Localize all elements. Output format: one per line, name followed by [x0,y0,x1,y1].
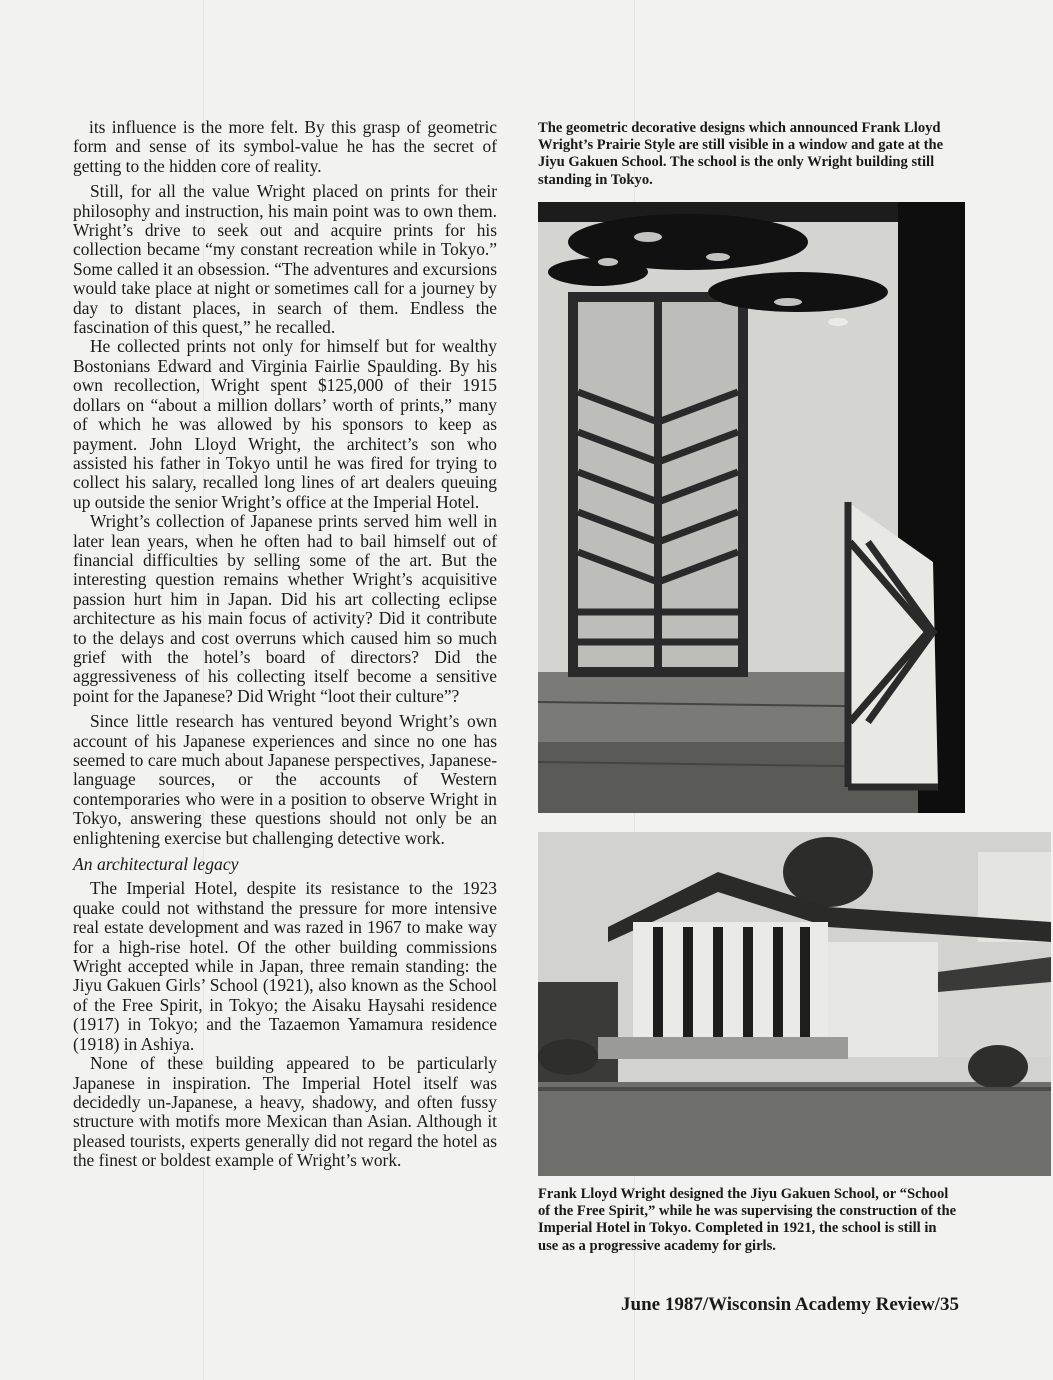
article-paragraph: its influence is the more felt. By this grasp of geometric form and sense of its symbol-value he has the secret of getting to the hidden core of reality. [73,117,497,176]
article-column [73,118,497,1171]
window-gate-photo [538,202,965,813]
article-paragraph: The Imperial Hotel, despite its resistance to the 1923 quake could not withstand the pressure for more intensive real estate development and was razed in 1967 to make way for a high-rise hotel. Of the other building commissions Wright accepted while in Japan, three remain standing: the Jiyu Gakuen Girls’ School (1921), also known as the School of the Free Spirit, in Tokyo; the Aisaku Haysahi residence (1917) in Tokyo; and the Tazaemon Yamamura residence (1918) in Ashiya. [73,878,497,1054]
article-paragraph: None of these building appeared to be particularly Japanese in inspiration. The Imperial Hotel itself was decidedly un-Japanese, a heavy, shadowy, and often fussy structure with motifs more Mexican than Asian. Although it pleased tourists, experts generally did not regard the hotel as the finest or boldest example of Wright’s work. [73,1053,497,1171]
article-paragraph: Still, for all the value Wright placed on prints for their philosophy and instruction, his main point was to own them. Wright’s drive to seek out and acquire prints for his collection became “my constant recreation while in Tokyo.” Some called it an obsession. “The adventures and excursions would take place at night or sometimes call for a journey by day to distant places, in search of them. Endless the fascination of this quest,” he recalled. [73,181,497,338]
article-paragraph: Wright’s collection of Japanese prints served him well in later lean years, when he often had to bail himself out of financial difficulties by selling some of the art. But the interesting question remains whether Wright’s acquisitive passion hurt him in Japan. Did his art collecting eclipse architecture as his main focus of activity? Did it contribute to the delays and cost overruns which caused him so much grief with the hotel’s board of directors? Did the aggressiveness of his collecting itself become a sensitive point for the Japanese? Did Wright “loot their culture”? [73,511,497,706]
photo-caption-bottom: Frank Lloyd Wright designed the Jiyu Gakuen School, or “School of the Free Spirit,” while he was supervising the construction of the Imperial Hotel in Tokyo. Completed in 1921, the school is still in use as a progressive academy for girls. [538,1186,957,1254]
article-paragraph: He collected prints not only for himself but for wealthy Bostonians Edward and Virginia Fairlie Spaulding. By his own recollection, Wright spent $125,000 of their 1915 dollars on “about a million dollars’ worth of prints,” many of which he was allowed by his sponsors to keep as payment. John Lloyd Wright, the architect’s son who assisted his father in Tokyo until he was fired for trying to collect his salary, recalled long lines of art dealers queuing up outside the senior Wright’s office at the Imperial Hotel. [73,336,497,512]
school-building-photo [538,832,1051,1176]
section-subheading: An architectural legacy [73,854,239,875]
article-paragraph: Since little research has ventured beyond Wright’s own account of his Japanese experiences and since no one has seemed to care much about Japanese perspectives, Japanese-language sources, or the accounts of Western contemporaries who were in a position to observe Wright in Tokyo, answering these questions should not only be an enlightening exercise but challenging detective work. [73,711,497,848]
page-footer: June 1987/Wisconsin Academy Review/35 [621,1294,959,1315]
photo-caption-top: The geometric decorative designs which announced Frank Lloyd Wright’s Prairie Style are still visible in a window and gate at the Jiyu Gakuen School. The school is the only Wright building still standing in Tokyo. [538,120,944,188]
